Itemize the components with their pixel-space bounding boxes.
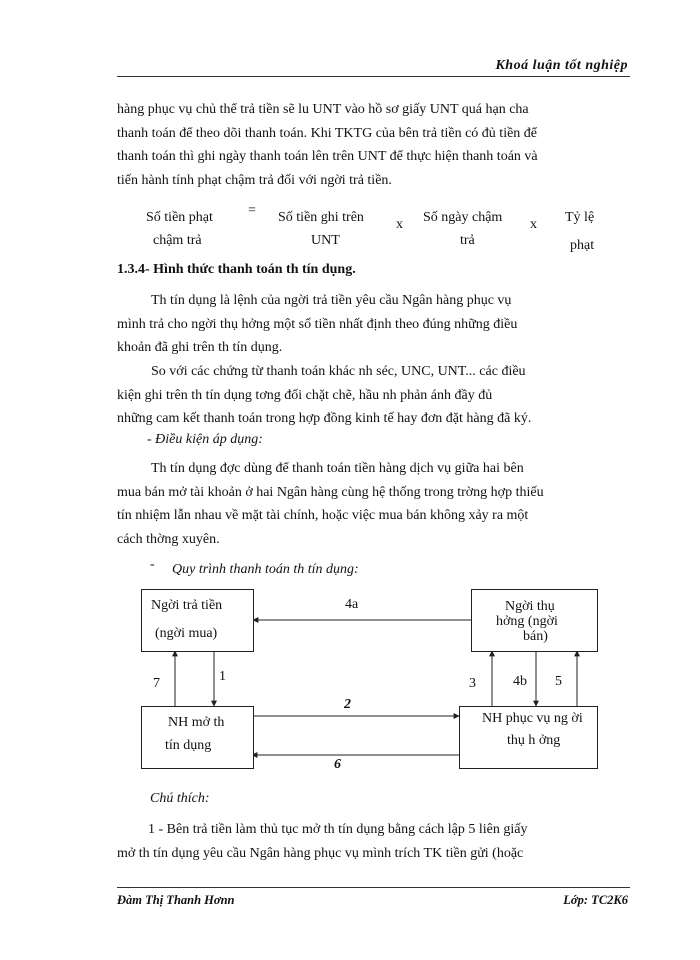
step-label-1: 1: [219, 669, 226, 684]
seller-sublabel-2: bán): [523, 629, 548, 644]
text-line: thanh toán thì ghi ngày thanh toán lên trên UNT để thực hiện thanh toán và: [117, 149, 538, 164]
formula-term-rate-2: phạt: [570, 238, 595, 253]
buyer-label: Ngời trả tiền: [151, 598, 223, 613]
text-line: mua bán mở tài khoản ở hai Ngân hàng cùng hệ thống trong trờng hợp thiếu: [117, 484, 544, 500]
running-header-title: Khoá luận tốt nghiệp: [495, 58, 628, 73]
notes-heading: Chú thích:: [150, 791, 210, 806]
formula-term-penalty: Số tiền phạt: [146, 210, 213, 225]
text-line: Th tín dụng đợc dùng để thanh toán tiền hàng dịch vụ giữa hai bên: [151, 461, 524, 476]
serving-bank-sublabel: thụ h ởng: [507, 733, 561, 748]
footer-author: Đàm Thị Thanh Hơnn: [117, 893, 235, 907]
formula-times-2: x: [530, 217, 537, 232]
formula-term-amount: Số tiền ghi trên: [278, 210, 364, 225]
step-label-7: 7: [153, 676, 160, 691]
footer-class: Lớp: TC2K6: [563, 893, 628, 907]
note-1: [117, 818, 629, 865]
text-line: thanh toán để theo dõi thanh toán. Khi TKTG của bên trả tiền có đủ tiền để: [117, 125, 538, 141]
section-heading: 1.3.4- Hình thức thanh toán th tín dụng.: [117, 262, 356, 277]
text-line: hàng phục vụ chủ thể trả tiền sẽ lu UNT vào hồ sơ giấy UNT quá hạn cha: [117, 102, 529, 117]
formula-term-days: Số ngày chậm: [423, 210, 503, 225]
text-line: Th tín dụng là lệnh của ngời trả tiền yêu cầu Ngân hàng phục vụ: [151, 293, 512, 308]
text-line: khoản đã ghi trên th tín dụng.: [117, 340, 283, 355]
formula-term-days-2: trả: [460, 233, 475, 248]
text-line: 1 - Bên trả tiền làm thủ tục mở th tín dụng bằng cách lập 5 liên giấy: [148, 822, 528, 837]
text-line: cách thờng xuyên.: [117, 531, 220, 547]
formula-times-1: x: [396, 217, 403, 232]
serving-bank-label: NH phục vụ ng ời: [482, 711, 583, 726]
buyer-sublabel: (ngời mua): [155, 626, 218, 641]
conditions-heading: - Điều kiện áp dụng:: [147, 432, 263, 447]
text-line: tín nhiệm lẫn nhau về mặt tài chính, hoặc việc mua bán không xảy ra một: [117, 508, 529, 523]
formula-term-amount-2: UNT: [311, 233, 340, 248]
step-label-6: 6: [334, 757, 341, 772]
process-heading: Quy trình thanh toán th tín dụng:: [172, 562, 359, 577]
process-bullet: -: [150, 557, 155, 572]
seller-sublabel: hởng (ngời: [496, 614, 558, 629]
seller-label: Ngời thụ: [505, 599, 555, 614]
text-line: tiến hành tính phạt chậm trả đối với ngời trả tiền.: [117, 172, 392, 188]
issuing-bank-label: NH mở th: [168, 715, 225, 730]
formula-term-rate: Tỷ lệ: [565, 210, 595, 225]
text-line: So với các chứng từ thanh toán khác nh séc, UNC, UNT... các điều: [151, 364, 526, 379]
step-label-2: 2: [344, 697, 351, 712]
step-label-4a: 4a: [345, 597, 359, 612]
step-label-5: 5: [555, 674, 562, 689]
formula-term-penalty-2: chậm trả: [153, 233, 202, 248]
issuing-bank-sublabel: tín dụng: [165, 738, 212, 753]
step-label-3: 3: [469, 676, 476, 691]
formula-equals: =: [248, 203, 256, 218]
step-label-4b: 4b: [513, 674, 527, 689]
text-line: những cam kết thanh toán trong hợp đồng kinh tế hay đơn đặt hàng đã ký.: [117, 411, 532, 426]
footer-rule: [117, 887, 630, 888]
text-line: mở th tín dụng yêu cầu Ngân hàng phục vụ mình trích TK tiền gửi (hoặc: [117, 845, 524, 861]
text-line: kiện ghi trên th tín dụng tơng đối chặt chẽ, hầu nh phản ánh đầy đủ: [117, 387, 493, 403]
text-line: mình trả cho ngời thụ hởng một số tiền nhất định theo đúng những điều: [117, 316, 518, 332]
